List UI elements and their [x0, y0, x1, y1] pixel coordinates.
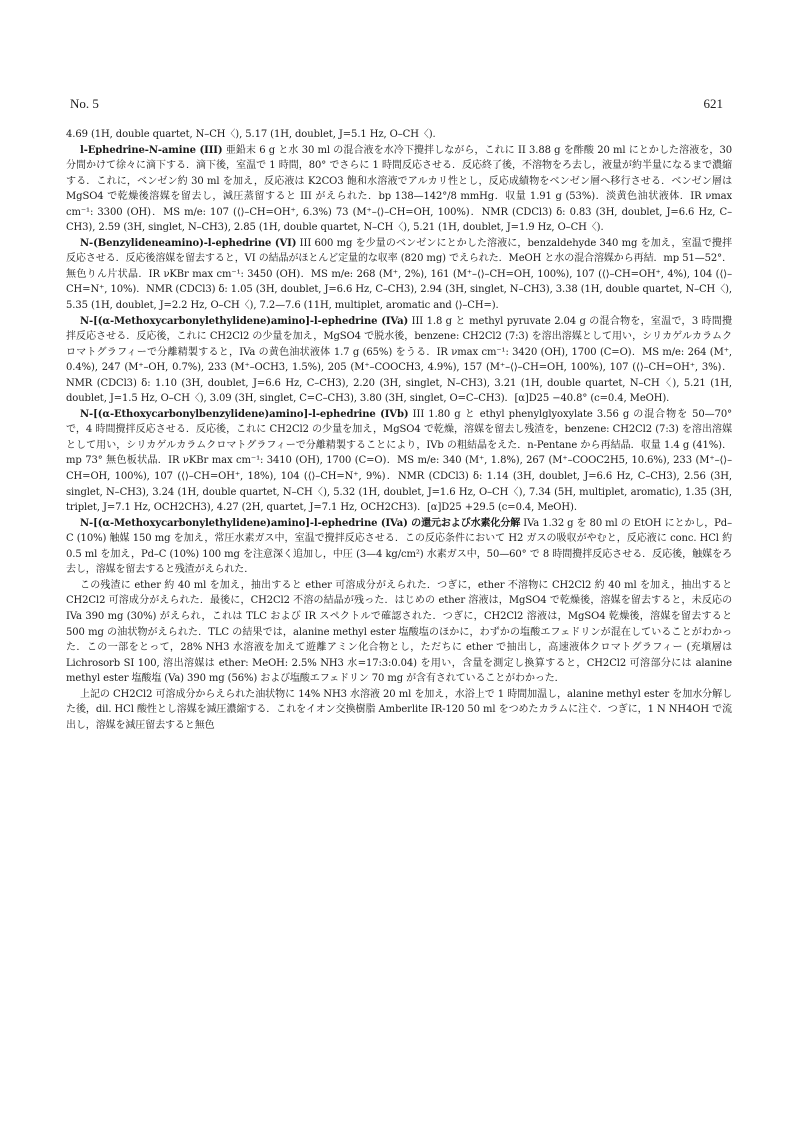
paragraph-text: 上記の CH2Cl2 可溶成分からえられた油状物に 14% NH3 水溶液 20 ml を加え，水浴上で 1 時間加温し，alanine methyl ester を加水分解した後，dil. HCl 酸性とし溶媒を減圧濃縮する．これをイオン交換樹脂 Amberlite IR-120 50 ml をつめたカラムに注ぐ．つぎに，1 N NH4OH で流出し，溶媒を減圧留去すると無色 [66, 688, 732, 731]
compound-heading: N-[(α-Ethoxycarbonylbenzylidene)amino]-l-ephedrine (IVb) [80, 408, 409, 420]
paragraph-hydrolysis [66, 687, 732, 734]
paragraph-text: III 1.8 g と methyl pyruvate 2.04 g の混合物を，室温で，3 時間攪拌反応させる．反応後，これに CH2Cl2 の少量を加え，MgSO4 で脱水後，benzene: CH2Cl2 (7:3) を溶出溶媒として用い，シリカゲルカラムクロマトグラフィーで分離精製すると，IVa の黄色油状液体 1.7 g (65%) をうる．IR νmax cm⁻¹: 3420 (OH), 1700 (C=O)．MS m/e: 264 (M⁺, 0.4%), 247 (M⁺–OH, 0.7%), 233 (M⁺–OCH3, 1.5%), 205 (M⁺–COOCH3, 4.9%), 157 (M⁺–⟨⟩–CH=OH, 100%), 107 (⟨⟩–CH=OH⁺, 3%)．NMR (CDCl3) δ: 1.10 (3H, doublet, J=6.6 Hz, C–CH3), 2.20 (3H, singlet, N–CH3), 3.21 (1H, double quartet, N–CH〈), 5.21 (1H, doublet, J=1.5 Hz, O–CH〈), 3.09 (3H, singlet, C=C–CH3), 3.80 (3H, singlet, O=C–CH3)．[α]D25 −40.8° (c=0.4, MeOH). [66, 315, 732, 405]
page-number: 621 [703, 96, 723, 111]
paragraph-text: III 600 mg を少量のベンゼンにとかした溶液に，benzaldehyde 340 mg を加え，室温で攪拌反応させる．反応後溶媒を留去すると，VI の結晶がほとんど定量的な収率 (820 mg) でえられた．MeOH と水の混合溶媒から再結．mp 51—52°．無色りん片状晶．IR νKBr max cm⁻¹: 3450 (OH)．MS m/e: 268 (M⁺, 2%), 161 (M⁺–⟨⟩–CH=OH, 100%), 107 (⟨⟩–CH=OH⁺, 4%), 104 (⟨⟩–CH=N⁺, 10%)．NMR (CDCl3) δ: 1.05 (3H, doublet, J=6.6 Hz, C–CH3), 2.94 (3H, singlet, N–CH3), 3.38 (1H, double quartet, N–CH〈), 5.35 (1H, doublet, J=2.2 Hz, O–CH〈), 7.2—7.6 (11H, multiplet, aromatic and ⟨⟩–CH=). [66, 237, 732, 312]
compound-heading: l-Ephedrine-N-amine (III) [80, 144, 223, 156]
page-header [70, 96, 723, 112]
paragraph-ivA [66, 314, 732, 407]
paragraph-nmr-continuation [66, 127, 732, 143]
compound-heading: N-[(α-Methoxycarbonylethylidene)amino]-l-ephedrine (IVa) [80, 315, 409, 327]
paragraph-extraction [66, 578, 732, 687]
compound-heading: N-(Benzylideneamino)-l-ephedrine (VI) [80, 237, 297, 249]
paragraph-ivB [66, 407, 732, 516]
paragraph-ephedrine-n-amine [66, 143, 732, 236]
paragraph-text: IVa 1.32 g を 80 ml の EtOH にとかし，Pd–C (10%) 触媒 150 mg を加え，常圧水素ガス中，室温で攪拌反応させる．この反応条件において H2 ガスの吸収がやむと，反応液に conc. HCl 約 0.5 ml を加え，Pd–C (10%) 100 mg を注意深く追加し，中圧 (3—4 kg/cm²) 水素ガス中，50—60° で 8 時間攪拌反応させる．反応後，触媒をろ去し，溶媒を留去すると残渣がえられた． [66, 517, 732, 576]
paragraph-text: この残渣に ether 約 40 ml を加え，抽出すると ether 可溶成分がえられた．つぎに，ether 不溶物に CH2Cl2 約 40 ml を加え，抽出すると CH2Cl2 可溶成分がえられた．最後に，CH2Cl2 不溶の結晶が残った．はじめの ether 溶液は，MgSO4 で乾燥後，溶媒を留去すると，未反応の IVa 390 mg (30%) がえられ，これは TLC および IR スペクトルで確認された．つぎに，CH2Cl2 溶液は，MgSO4 乾燥後，溶媒を留去すると 500 mg の油状物がえられた．TLC の結果では，alanine methyl ester 塩酸塩のほかに，わずかの塩酸エフェドリンが混在していることがわかった．この一部をとって，28% NH3 水溶液を加えて遊離アミン化合物とし，ただちに ether で抽出し，高速液体クロマトグラフィー (充塡層は Lichrosorb SI 100, 溶出溶媒は ether: MeOH: 2.5% NH3 水=17:3:0.04) を用い，含量を測定し換算すると，CH2Cl2 可溶部分には alanine methyl ester 塩酸塩 (Va) 390 mg (56%) および塩酸エフェドリン 70 mg が含有されていることがわかった． [66, 579, 732, 685]
paragraph-text: 亜鉛末 6 g と水 30 ml の混合液を水冷下攪拌しながら，これに II 3.88 g を酢酸 20 ml にとかした溶液を，30 分間かけて徐々に滴下する．滴下後，室温で 1 時間，80° でさらに 1 時間反応させる．反応終了後，不溶物をろ去し，液量が約半量になるまで濃縮する．これに，ベンゼン約 30 ml を加え，反応液は K2CO3 飽和水溶液でアルカリ性とし，反応成績物をベンゼン層へ移行させる．ベンゼン層は MgSO4 で乾燥後溶媒を留去し，減圧蒸留すると III がえられた．bp 138—142°/8 mmHg．収量 1.91 g (53%)．淡黄色油状液体．IR νmax cm⁻¹: 3300 (OH)．MS m/e: 107 (⟨⟩–CH=OH⁺, 6.3%) 73 (M⁺–⟨⟩–CH=OH, 100%)．NMR (CDCl3) δ: 0.83 (3H, doublet, J=6.6 Hz, C–CH3), 2.59 (3H, singlet, N–CH3), 2.85 (1H, double quartet, N–CH〈), 5.21 (1H, doublet, J=1.9 Hz, O–CH〈). [66, 144, 732, 234]
journal-issue-number: No. 5 [70, 96, 99, 111]
paragraph-text: III 1.80 g と ethyl phenylglyoxylate 3.56 g の混合物を 50—70° で，4 時間攪拌反応させる．反応後，これに CH2Cl2 の少量を加え，MgSO4 で乾燥，溶媒を留去し残渣を，benzene: CH2Cl2 (7:3) を溶出溶媒として用い，シリカゲルカラムクロマトグラフィーで分離精製することにより，IVb の粗結晶をえた．n-Pentane から再結晶．収量 1.4 g (41%)．mp 73° 無色板状晶．IR νKBr max cm⁻¹: 3410 (OH), 1700 (C=O)．MS m/e: 340 (M⁺, 1.8%), 267 (M⁺–COOC2H5, 10.6%), 233 (M⁺–⟨⟩–CH=OH, 100%), 107 (⟨⟩–CH=OH⁺, 18%), 104 (⟨⟩–CH=N⁺, 9%)．NMR (CDCl3) δ: 1.14 (3H, doublet, J=6.6 Hz, C–CH3), 2.56 (3H, singlet, N–CH3), 3.24 (1H, double quartet, N–CH〈), 5.32 (1H, doublet, J=1.6 Hz, O–CH〈), 7.34 (5H, multiplet, aromatic), 1.35 (3H, triplet, J=7.1 Hz, OCH2CH3), 4.27 (2H, quartet, J=7.1 Hz, OCH2CH3)．[α]D25 +29.5 (c=0.4, MeOH). [66, 408, 732, 514]
paragraph-reduction [66, 516, 732, 578]
paragraph-benzylideneamino [66, 236, 732, 314]
paragraph-text: 4.69 (1H, double quartet, N–CH〈), 5.17 (1H, doublet, J=5.1 Hz, O–CH〈). [66, 129, 436, 140]
article-body [66, 127, 732, 733]
compound-heading: N-[(α-Methoxycarbonylethylidene)amino]-l-ephedrine (IVa) の還元および水素化分解 [80, 517, 521, 529]
